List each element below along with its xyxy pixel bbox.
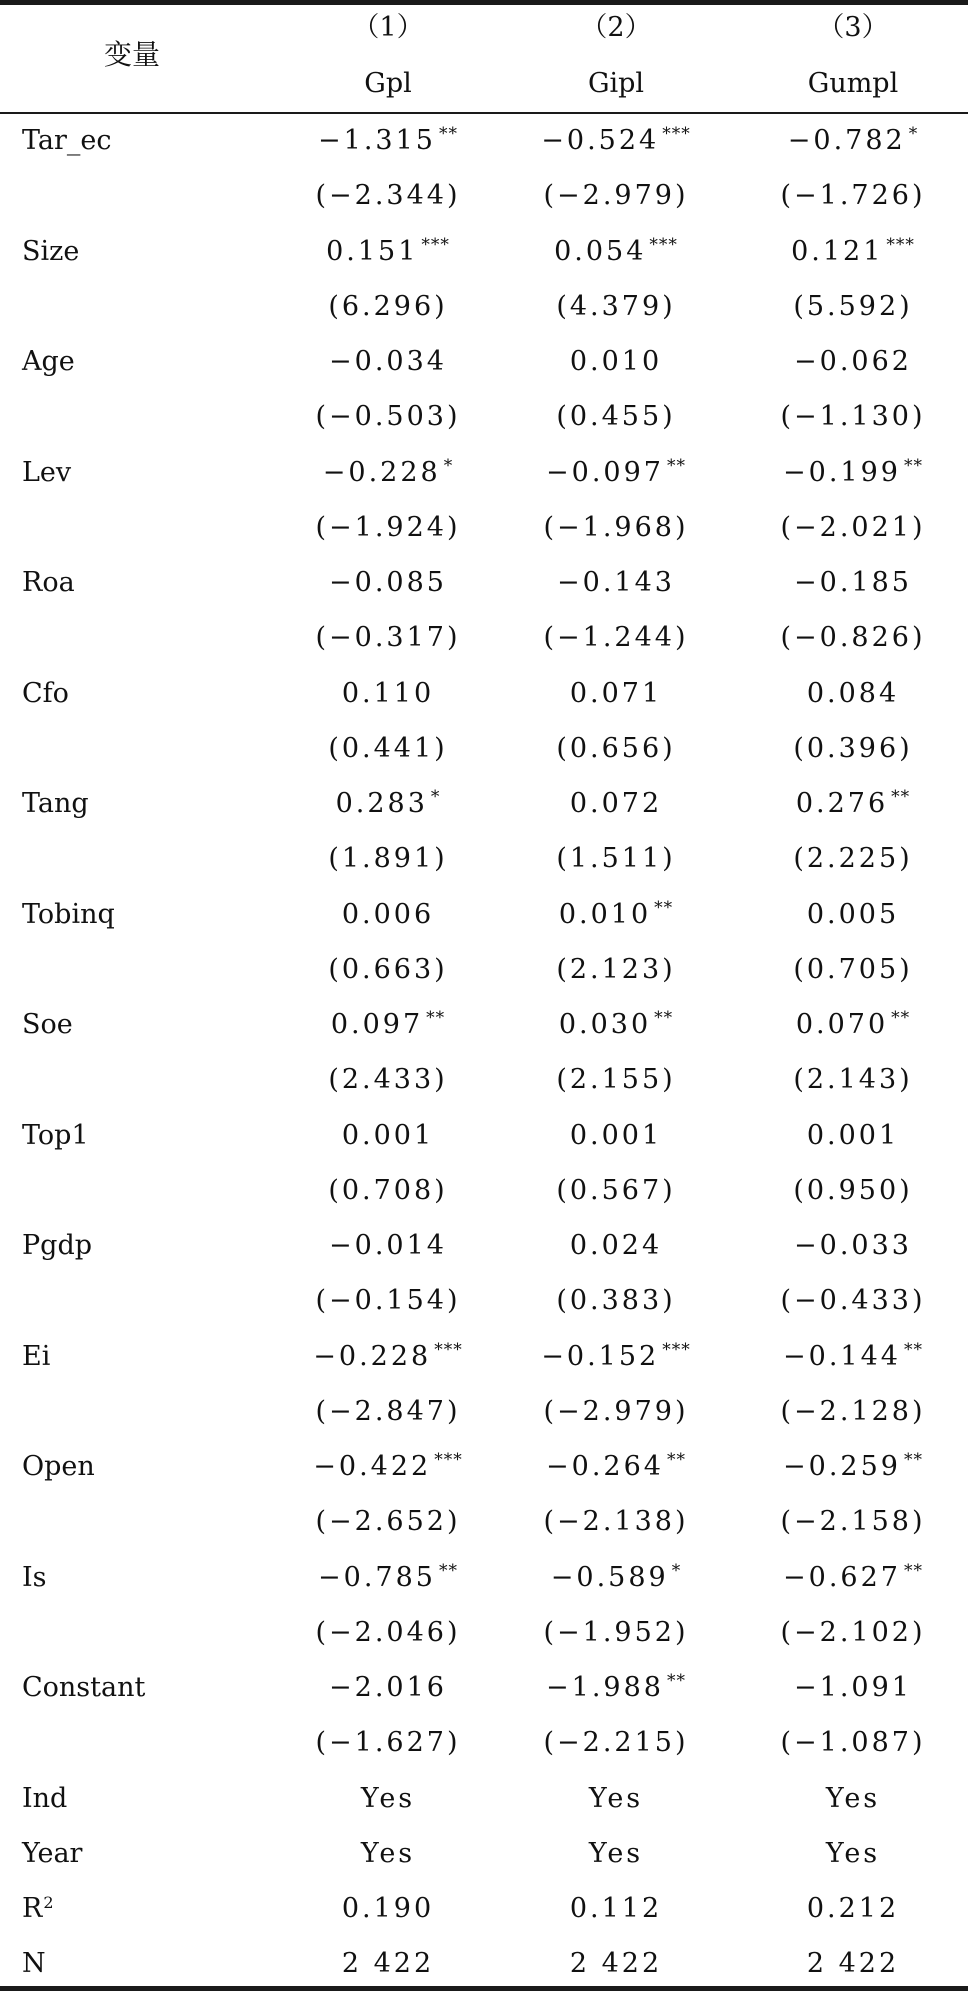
t-statistic: (4.379) xyxy=(556,291,676,322)
significance-stars: * xyxy=(671,1561,682,1581)
coefficient-value: 0.121 xyxy=(791,236,884,267)
footer-row-label: Ind xyxy=(22,1783,68,1814)
t-statistic: (−1.130) xyxy=(780,401,926,432)
t-statistic: (2.155) xyxy=(556,1064,676,1095)
t-statistic: (−0.154) xyxy=(315,1285,461,1316)
coefficient-cell xyxy=(738,235,968,269)
variable-name: Soe xyxy=(22,1009,73,1040)
column-number-1: （1） xyxy=(352,12,424,43)
coefficient-cell xyxy=(738,787,968,821)
footer-value: Yes xyxy=(360,1838,416,1869)
column-number-2: （2） xyxy=(580,12,652,43)
coefficient-cell xyxy=(273,787,503,821)
t-statistic: (0.708) xyxy=(328,1175,448,1206)
t-statistic: (−1.244) xyxy=(543,622,689,653)
footer-row-name xyxy=(22,1837,82,1871)
column-name-gipl: Gipl xyxy=(587,68,645,99)
t-statistic: (−2.979) xyxy=(543,1396,689,1427)
variable-name: Open xyxy=(22,1451,95,1482)
coefficient-value: −0.034 xyxy=(329,346,447,377)
footer-value: Yes xyxy=(588,1783,644,1814)
table-header-rule xyxy=(0,112,968,114)
t-statistic: (−2.344) xyxy=(315,180,461,211)
variable-name: Pgdp xyxy=(22,1230,93,1261)
t-statistic: (−0.503) xyxy=(315,401,461,432)
significance-stars: ** xyxy=(426,1008,446,1028)
t-statistic: (0.441) xyxy=(328,733,448,764)
t-statistic: (1.511) xyxy=(556,843,676,874)
t-statistic: (−1.952) xyxy=(543,1617,689,1648)
coefficient-value: −0.228 xyxy=(322,457,441,488)
t-statistic: (−2.847) xyxy=(315,1396,461,1427)
coefficient-cell xyxy=(273,456,503,490)
t-statistic: (−1.968) xyxy=(543,512,689,543)
footer-row-label: Year xyxy=(22,1838,83,1869)
t-statistic: (−2.021) xyxy=(780,512,926,543)
variable-name: Tang xyxy=(22,788,89,819)
variable-name: Cfo xyxy=(22,678,69,709)
t-statistic: (−2.046) xyxy=(315,1617,461,1648)
coefficient-value: −0.062 xyxy=(794,346,912,377)
t-statistic: (−2.215) xyxy=(543,1727,689,1758)
superscript: 2 xyxy=(43,1893,54,1912)
coefficient-value: −1.091 xyxy=(794,1672,912,1703)
coefficient-value: −0.589 xyxy=(550,1562,669,1593)
coefficient-cell xyxy=(273,345,503,379)
coefficient-cell xyxy=(273,235,503,269)
coefficient-cell xyxy=(501,1340,731,1374)
coefficient-cell xyxy=(738,1008,968,1042)
significance-stars: *** xyxy=(649,235,678,255)
t-statistic: (−0.433) xyxy=(780,1285,926,1316)
coefficient-value: −0.228 xyxy=(313,1341,432,1372)
footer-row-name xyxy=(22,1782,67,1816)
t-statistic: (2.433) xyxy=(328,1064,448,1095)
column-name-gumpl: Gumpl xyxy=(807,68,899,99)
significance-stars: ** xyxy=(438,1561,458,1581)
coefficient-value: −0.185 xyxy=(794,567,912,598)
significance-stars: ** xyxy=(903,456,923,476)
t-statistic: (−2.138) xyxy=(543,1506,689,1537)
t-statistic: (−2.652) xyxy=(315,1506,461,1537)
coefficient-value: 0.010 xyxy=(569,346,663,377)
coefficient-value: −0.199 xyxy=(783,457,901,488)
coefficient-value: 0.110 xyxy=(341,678,435,709)
coefficient-value: 0.030 xyxy=(558,1009,652,1040)
coefficient-value: 0.072 xyxy=(569,788,663,819)
t-statistic: (2.123) xyxy=(556,954,676,985)
coefficient-cell xyxy=(273,124,503,158)
t-statistic: (−0.317) xyxy=(315,622,461,653)
coefficient-cell xyxy=(501,1450,731,1484)
coefficient-cell xyxy=(738,1561,968,1595)
coefficient-value: −0.785 xyxy=(318,1562,436,1593)
footer-row-name xyxy=(22,1892,54,1926)
significance-stars: *** xyxy=(886,235,915,255)
significance-stars: * xyxy=(430,787,441,807)
significance-stars: ** xyxy=(654,1008,674,1028)
coefficient-cell xyxy=(738,677,968,711)
t-statistic: (−1.627) xyxy=(315,1727,461,1758)
coefficient-cell xyxy=(501,1008,731,1042)
t-statistic: (−2.102) xyxy=(780,1617,926,1648)
t-statistic: (−2.158) xyxy=(780,1506,926,1537)
t-statistic: (0.705) xyxy=(793,954,913,985)
coefficient-value: 0.097 xyxy=(330,1009,424,1040)
coefficient-value: 0.283 xyxy=(335,788,428,819)
coefficient-cell xyxy=(501,1119,731,1153)
coefficient-cell xyxy=(738,566,968,600)
coefficient-value: −0.144 xyxy=(783,1341,901,1372)
coefficient-value: 0.024 xyxy=(569,1230,663,1261)
significance-stars: ** xyxy=(903,1450,923,1470)
significance-stars: ** xyxy=(438,124,458,144)
t-statistic: (0.383) xyxy=(556,1285,676,1316)
variable-name: Top1 xyxy=(22,1120,89,1151)
coefficient-cell xyxy=(273,1229,503,1263)
coefficient-cell xyxy=(273,1561,503,1595)
significance-stars: *** xyxy=(662,1340,691,1360)
coefficient-cell xyxy=(501,566,731,600)
coefficient-cell xyxy=(738,898,968,932)
coefficient-cell xyxy=(738,124,968,158)
coefficient-value: 0.006 xyxy=(341,899,435,930)
footer-value: Yes xyxy=(825,1838,881,1869)
coefficient-value: 0.001 xyxy=(806,1120,900,1151)
coefficient-cell xyxy=(501,787,731,821)
coefficient-cell xyxy=(501,898,731,932)
table-bottom-rule xyxy=(0,1986,968,1991)
variable-name: Size xyxy=(22,236,80,267)
significance-stars: ** xyxy=(903,1340,923,1360)
coefficient-value: −0.259 xyxy=(783,1451,901,1482)
coefficient-value: 0.151 xyxy=(326,236,419,267)
coefficient-cell xyxy=(738,1671,968,1705)
column-name-gpl: Gpl xyxy=(364,68,412,99)
coefficient-value: −0.524 xyxy=(541,125,660,156)
coefficient-value: −0.627 xyxy=(783,1562,901,1593)
coefficient-value: 0.276 xyxy=(795,788,889,819)
variable-name: Tobinq xyxy=(22,899,115,930)
t-statistic: (−1.924) xyxy=(315,512,461,543)
coefficient-cell xyxy=(273,1450,503,1484)
t-statistic: (0.455) xyxy=(556,401,676,432)
coefficient-value: −2.016 xyxy=(329,1672,447,1703)
coefficient-value: −1.315 xyxy=(318,125,436,156)
t-statistic: (−1.087) xyxy=(780,1727,926,1758)
coefficient-cell xyxy=(738,1340,968,1374)
variable-name: Lev xyxy=(22,457,72,488)
variable-name: Age xyxy=(22,346,75,377)
coefficient-value: 0.001 xyxy=(341,1120,435,1151)
t-statistic: (−1.726) xyxy=(780,180,926,211)
coefficient-value: 0.005 xyxy=(806,899,900,930)
coefficient-value: −0.782 xyxy=(787,125,906,156)
coefficient-cell xyxy=(273,1671,503,1705)
footer-value: 2 422 xyxy=(806,1948,900,1979)
variable-name: Tar_ec xyxy=(22,125,112,156)
significance-stars: *** xyxy=(434,1340,463,1360)
coefficient-value: −0.033 xyxy=(794,1230,912,1261)
coefficient-cell xyxy=(273,677,503,711)
coefficient-cell xyxy=(738,1119,968,1153)
variable-header: 变量 xyxy=(104,38,161,71)
significance-stars: ** xyxy=(903,1561,923,1581)
coefficient-cell xyxy=(273,1340,503,1374)
coefficient-cell xyxy=(501,1229,731,1263)
t-statistic: (2.225) xyxy=(793,843,913,874)
variable-name: Roa xyxy=(22,567,75,598)
coefficient-value: 0.010 xyxy=(558,899,652,930)
significance-stars: ** xyxy=(891,1008,911,1028)
coefficient-value: 0.054 xyxy=(554,236,647,267)
footer-value: 0.212 xyxy=(806,1893,900,1924)
coefficient-value: −1.988 xyxy=(546,1672,664,1703)
coefficient-cell xyxy=(273,1008,503,1042)
variable-name: Is xyxy=(22,1562,47,1593)
coefficient-value: −0.014 xyxy=(329,1230,447,1261)
footer-value: Yes xyxy=(588,1838,644,1869)
significance-stars: *** xyxy=(434,1450,463,1470)
significance-stars: ** xyxy=(666,456,686,476)
t-statistic: (−2.979) xyxy=(543,180,689,211)
footer-row-name xyxy=(22,1947,46,1981)
significance-stars: *** xyxy=(662,124,691,144)
variable-name: Ei xyxy=(22,1341,51,1372)
coefficient-cell xyxy=(501,456,731,490)
coefficient-cell xyxy=(273,898,503,932)
significance-stars: ** xyxy=(666,1450,686,1470)
coefficient-cell xyxy=(273,1119,503,1153)
significance-stars: ** xyxy=(891,787,911,807)
coefficient-value: −0.152 xyxy=(541,1341,660,1372)
footer-value: Yes xyxy=(360,1783,416,1814)
footer-value: 2 422 xyxy=(341,1948,435,1979)
coefficient-value: −0.264 xyxy=(546,1451,664,1482)
coefficient-value: −0.085 xyxy=(329,567,447,598)
significance-stars: *** xyxy=(421,235,450,255)
t-statistic: (0.567) xyxy=(556,1175,676,1206)
t-statistic: (6.296) xyxy=(328,291,448,322)
coefficient-cell xyxy=(501,1671,731,1705)
t-statistic: (−0.826) xyxy=(780,622,926,653)
t-statistic: (0.663) xyxy=(328,954,448,985)
t-statistic: (2.143) xyxy=(793,1064,913,1095)
significance-stars: ** xyxy=(666,1671,686,1691)
coefficient-value: 0.070 xyxy=(795,1009,889,1040)
coefficient-value: −0.422 xyxy=(313,1451,432,1482)
table-top-rule xyxy=(0,0,968,5)
coefficient-cell xyxy=(273,566,503,600)
t-statistic: (−2.128) xyxy=(780,1396,926,1427)
coefficient-cell xyxy=(501,1561,731,1595)
footer-value: Yes xyxy=(825,1783,881,1814)
coefficient-cell xyxy=(501,677,731,711)
coefficient-value: 0.084 xyxy=(806,678,900,709)
t-statistic: (0.396) xyxy=(793,733,913,764)
significance-stars: * xyxy=(908,124,919,144)
significance-stars: ** xyxy=(654,898,674,918)
significance-stars: * xyxy=(443,456,454,476)
coefficient-value: −0.143 xyxy=(557,567,675,598)
coefficient-cell xyxy=(738,1450,968,1484)
coefficient-cell xyxy=(738,345,968,379)
coefficient-cell xyxy=(738,456,968,490)
t-statistic: (0.950) xyxy=(793,1175,913,1206)
t-statistic: (1.891) xyxy=(328,843,448,874)
coefficient-cell xyxy=(501,345,731,379)
footer-value: 0.190 xyxy=(341,1893,435,1924)
t-statistic: (5.592) xyxy=(793,291,913,322)
coefficient-cell xyxy=(501,124,731,158)
coefficient-value: 0.071 xyxy=(569,678,663,709)
coefficient-cell xyxy=(738,1229,968,1263)
footer-row-label: N xyxy=(22,1948,46,1979)
coefficient-cell xyxy=(501,235,731,269)
column-number-3: （3） xyxy=(817,12,889,43)
footer-value: 2 422 xyxy=(569,1948,663,1979)
footer-value: 0.112 xyxy=(569,1893,663,1924)
variable-name: Constant xyxy=(22,1672,146,1703)
coefficient-value: −0.097 xyxy=(546,457,664,488)
footer-row-label: R xyxy=(22,1893,43,1924)
coefficient-value: 0.001 xyxy=(569,1120,663,1151)
t-statistic: (0.656) xyxy=(556,733,676,764)
